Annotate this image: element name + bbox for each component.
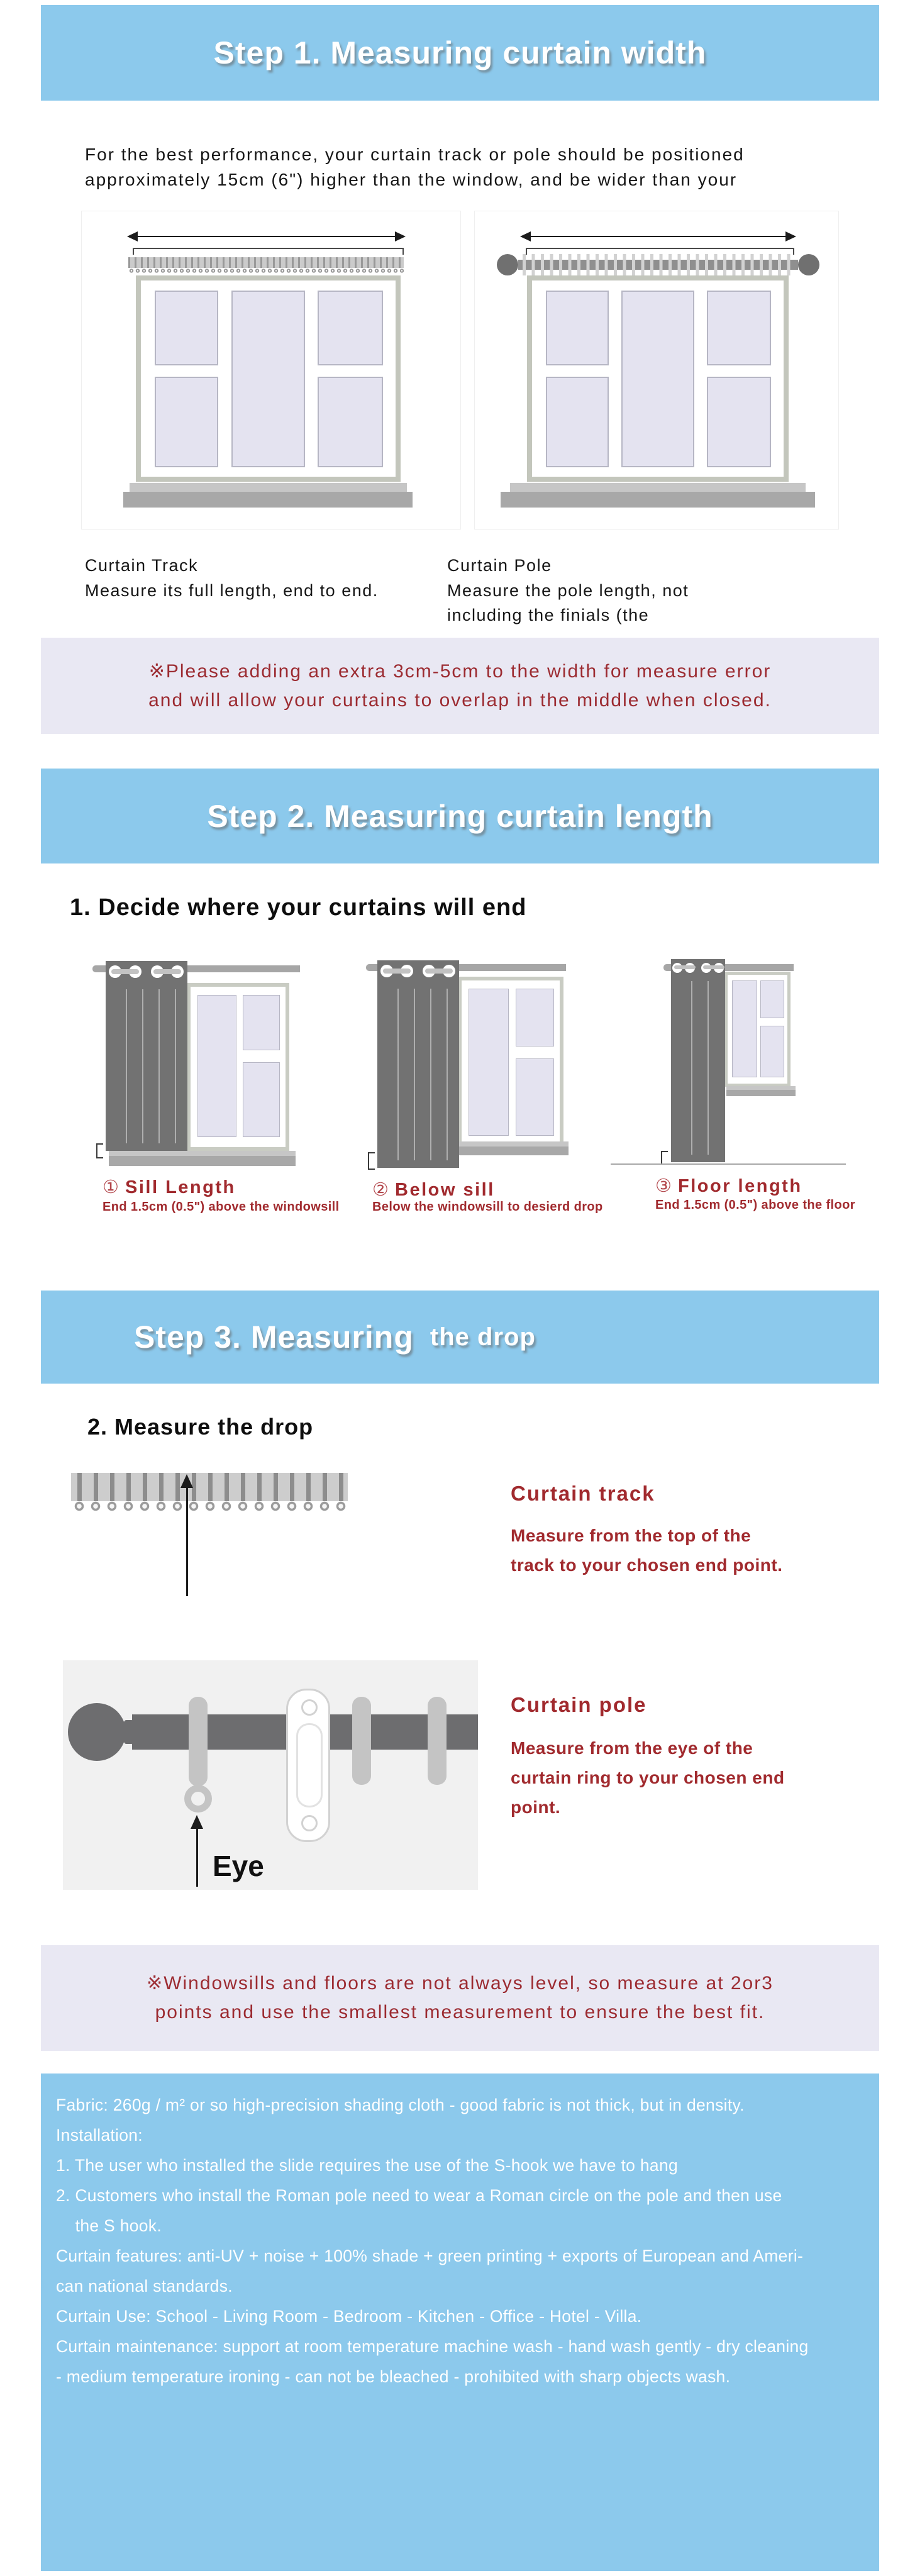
circled-2-icon: ②	[372, 1180, 389, 1200]
circled-3-icon: ③	[655, 1176, 672, 1196]
grommet-rod-bar	[674, 965, 696, 969]
step1-intro-line1: For the best performance, your curtain track or pole should be positioned	[85, 145, 745, 164]
step2-banner	[41, 769, 879, 863]
window-pane	[155, 291, 218, 365]
window-pane	[469, 989, 509, 1135]
arrow-left-icon	[127, 231, 138, 242]
track-glider-eyes	[71, 1501, 348, 1512]
grommet-rod-bar	[153, 969, 181, 974]
window-pane	[621, 291, 694, 468]
window-pane	[760, 1026, 784, 1077]
curtain-panel	[106, 961, 187, 1151]
arrow-up-icon	[180, 1474, 193, 1488]
window-inner	[141, 280, 396, 477]
step3-banner-title: Step 3. Measuring	[134, 1319, 414, 1355]
pole-rings	[523, 254, 793, 275]
window-pane	[760, 980, 784, 1019]
option-below-sill-diagram	[349, 930, 632, 1222]
measure-tick	[661, 1151, 668, 1165]
step3-banner-subtitle: the drop	[430, 1323, 536, 1351]
window-ledge	[130, 483, 407, 492]
curtain-track-closeup	[71, 1473, 348, 1501]
window-inner	[728, 975, 787, 1084]
window-illustration	[527, 275, 789, 482]
option2-label: ② Below sill	[372, 1180, 495, 1200]
step3-banner	[41, 1291, 879, 1384]
track-measure-body	[511, 1521, 782, 1580]
step2-banner-title: Step 2. Measuring curtain length	[207, 798, 713, 834]
option-sill-length-diagram	[47, 930, 340, 1222]
option3-desc: End 1.5cm (0.5") above the floor	[655, 1198, 855, 1212]
track-measure-line1: Measure from the top of the	[511, 1526, 752, 1545]
window-inner	[462, 980, 560, 1146]
window-pane	[318, 377, 382, 467]
step2-heading: 1. Decide where your curtains will end	[70, 894, 527, 921]
step3-heading: 2. Measure the drop	[87, 1414, 314, 1440]
option1-desc: End 1.5cm (0.5") above the windowsill	[103, 1200, 340, 1214]
pole-finial-right	[798, 254, 819, 275]
pole-measure-body	[511, 1733, 785, 1822]
pole-measure-title: Curtain pole	[511, 1693, 647, 1716]
step1-banner	[41, 5, 879, 101]
pole-finial-left	[497, 254, 518, 275]
curtain-folds	[676, 981, 720, 1155]
pole-measure-line3: point.	[511, 1797, 561, 1817]
footer-line: 2. Customers who install the Roman pole need to wear a Roman circle on the pole and then use	[56, 2186, 782, 2205]
window-illustration	[458, 977, 563, 1150]
measure-bracket	[133, 248, 404, 255]
track-measure-line2: track to your chosen end point.	[511, 1555, 783, 1575]
window-illustration	[187, 983, 289, 1151]
window-ledge	[510, 483, 806, 492]
bracket-screw-hole	[301, 1815, 318, 1831]
footer-line: the S hook.	[56, 2216, 162, 2235]
window-sill	[501, 492, 815, 508]
width-note-banner	[41, 638, 879, 734]
option2-desc: Below the windowsill to desierd drop	[372, 1200, 603, 1214]
bracket-center	[296, 1723, 323, 1807]
curtain-ring	[428, 1697, 447, 1785]
level-note-banner	[41, 1945, 879, 2051]
window-pane	[707, 377, 771, 467]
window-sill	[726, 1090, 796, 1096]
window-pane	[243, 995, 280, 1051]
curtain-track-bar	[128, 257, 404, 268]
note-line1: ※Windowsills and floors are not always level, so measure at 2or3	[147, 1973, 774, 1994]
window-ledge	[109, 1151, 296, 1156]
window-pane	[516, 1058, 554, 1136]
circled-1-icon: ①	[103, 1177, 119, 1197]
bracket-screw-hole	[301, 1699, 318, 1716]
footer-line: - medium temperature ironing - can not be bleached - prohibited with sharp objects wash.	[56, 2367, 731, 2386]
pole-finial-ball	[68, 1703, 126, 1761]
footer-line: 1. The user who installed the slide requires the use of the S-hook we have to hang	[56, 2156, 679, 2175]
pole-measure-line2: curtain ring to your chosen end	[511, 1768, 785, 1787]
note-line2: and will allow your curtains to overlap in the middle when closed.	[148, 689, 772, 711]
grommet-rod-bar	[383, 969, 411, 974]
curtain-folds	[382, 989, 454, 1160]
window-pane	[243, 1062, 280, 1137]
curtain-ring	[352, 1697, 371, 1785]
curtain-panel	[671, 959, 725, 1162]
window-pane	[546, 291, 609, 365]
grommet-rod-bar	[111, 969, 139, 974]
window-pane	[707, 291, 771, 365]
footer-line: Installation:	[56, 2126, 143, 2145]
curtain-pole-diagram	[474, 211, 839, 530]
note-line1: ※Please adding an extra 3cm-5cm to the width for measure error	[148, 660, 772, 682]
measure-tick	[368, 1152, 375, 1170]
pole-caption-line1: Measure the pole length, not	[447, 581, 689, 600]
window-sill	[109, 1156, 296, 1166]
wall-bracket	[286, 1689, 330, 1842]
grommet-rod-bar	[703, 965, 724, 969]
measure-tick	[96, 1143, 103, 1158]
step1-intro-line2: approximately 15cm (6") higher than the window, and be wider than your	[85, 170, 738, 189]
window-pane	[546, 377, 609, 467]
curtain-folds	[111, 989, 182, 1143]
window-pane	[318, 291, 382, 365]
track-caption-body: Measure its full length, end to end.	[85, 581, 379, 600]
window-pane	[197, 995, 236, 1137]
window-illustration	[724, 972, 791, 1087]
footer-line: Curtain features: anti-UV + noise + 100% shade + green printing + exports of European and Ameri-	[56, 2246, 804, 2265]
curtain-pole-closeup	[63, 1660, 478, 1890]
pole-caption-title: Curtain Pole	[447, 556, 552, 575]
eye-label: Eye	[213, 1850, 264, 1882]
ring-eye	[184, 1785, 212, 1813]
arrow-up-icon	[191, 1815, 203, 1829]
arrow-right-icon	[395, 231, 406, 242]
footer-line: Fabric: 260g / m² or so high-precision shading cloth - good fabric is not thick, but in density.	[56, 2096, 745, 2114]
track-gliders	[128, 268, 404, 274]
window-pane	[155, 377, 218, 467]
drop-arrow-line	[186, 1484, 188, 1596]
footer-panel	[41, 2074, 879, 2571]
window-pane	[231, 291, 305, 468]
option-floor-length-diagram	[651, 930, 910, 1222]
pole-caption-line2: including the finials (the	[447, 606, 650, 625]
window-pane	[732, 980, 757, 1077]
window-inner	[532, 280, 784, 477]
floor-line	[611, 1163, 846, 1165]
track-measure-title: Curtain track	[511, 1482, 655, 1505]
step1-banner-title: Step 1. Measuring curtain width	[213, 35, 707, 70]
window-pane	[516, 989, 554, 1046]
pole-measure-line1: Measure from the eye of the	[511, 1738, 753, 1758]
curtain-panel	[377, 960, 459, 1168]
curtain-ring	[189, 1697, 208, 1786]
track-caption-title: Curtain Track	[85, 556, 199, 575]
option1-label: ① Sill Length	[103, 1177, 236, 1197]
option3-label: ③ Floor length	[655, 1176, 802, 1196]
arrow-left-icon	[520, 231, 531, 242]
window-sill	[123, 492, 413, 508]
width-arrow-line	[131, 236, 401, 237]
eye-arrow-line	[196, 1825, 198, 1887]
arrow-right-icon	[785, 231, 796, 242]
note-line2: points and use the smallest measurement to ensure the best fit.	[155, 2002, 765, 2023]
grommet-rod-bar	[425, 969, 453, 974]
window-inner	[191, 987, 286, 1147]
footer-line: can national standards.	[56, 2277, 233, 2296]
curtain-track-diagram	[81, 211, 461, 530]
width-arrow-line	[524, 236, 792, 237]
footer-line: Curtain Use: School - Living Room - Bedroom - Kitchen - Office - Hotel - Villa.	[56, 2307, 642, 2326]
window-illustration	[136, 275, 401, 482]
footer-line: Curtain maintenance: support at room temperature machine wash - hand wash gently - dry cleaning	[56, 2337, 809, 2356]
